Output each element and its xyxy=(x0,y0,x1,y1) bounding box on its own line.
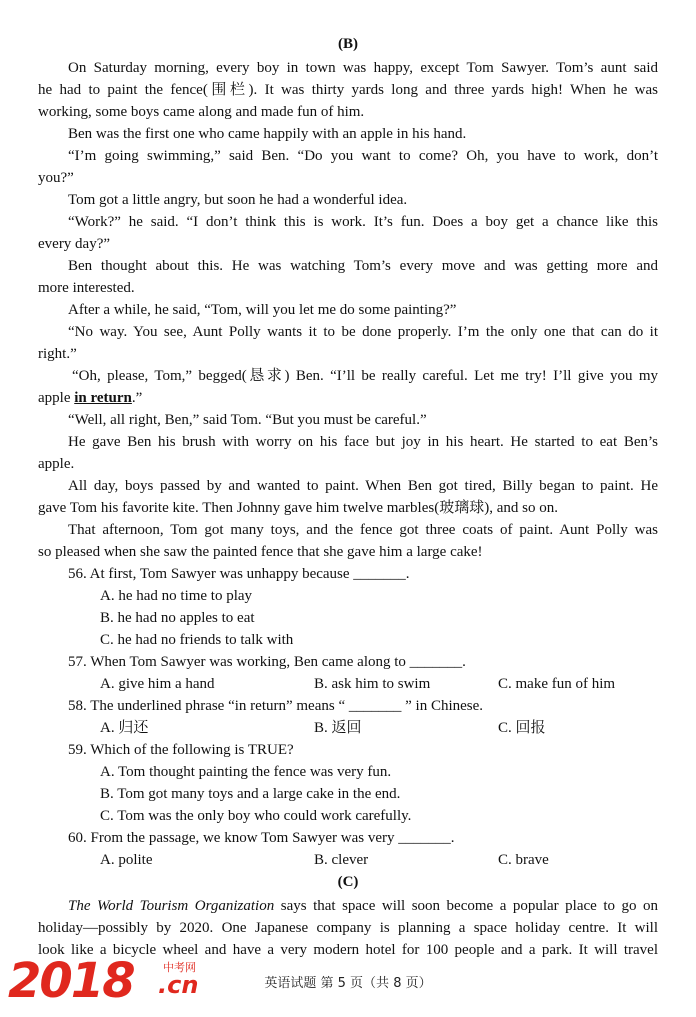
option-a: A. 归还 xyxy=(100,720,149,736)
text-run: apple xyxy=(38,390,75,406)
option-b: B. he had no apples to eat xyxy=(100,610,255,626)
passage-line: you?” xyxy=(38,170,74,186)
passage-line xyxy=(68,896,658,916)
passage-line: Ben thought about this. He was watching Tom’s every move and was getting more and xyxy=(68,258,658,274)
passage-line: every day?” xyxy=(38,236,111,252)
question-stem: 56. At first, Tom Sawyer was unhappy because _______. xyxy=(68,566,410,582)
passage-line: On Saturday morning, every boy in town was happy, except Tom Sawyer. Tom’s aunt said xyxy=(68,60,658,76)
passage-line: he had to paint the fence(围栏). It was thirty yards long and three yards high! When he was xyxy=(38,82,658,98)
passage-line: “Well, all right, Ben,” said Tom. “But you must be careful.” xyxy=(68,412,427,428)
passage-line: “Oh, please, Tom,” begged(恳求) Ben. “I’ll be really careful. Let me try! I’ll give you my xyxy=(72,368,658,384)
passage-line: look like a bicycle wheel and have a very modern hotel for 100 people and a park. It will travel xyxy=(38,942,658,958)
text-run: says that space will soon become a popular place to go on xyxy=(274,898,658,914)
option-c: C. make fun of him xyxy=(498,676,616,692)
option-a: A. Tom thought painting the fence was very fun. xyxy=(100,764,392,780)
question-stem: 59. Which of the following is TRUE? xyxy=(68,742,294,758)
passage-line: working, some boys came along and made fun of him. xyxy=(38,104,365,120)
page-footer: 英语试题 第 5 页（共 8 页） xyxy=(264,976,432,991)
option-c: C. 回报 xyxy=(498,720,546,736)
passage-line: That afternoon, Tom got many toys, and the fence got three coats of paint. Aunt Polly was xyxy=(68,522,658,538)
underlined-phrase: in return xyxy=(74,390,132,406)
passage-line: All day, boys passed by and wanted to paint. When Ben got tired, Billy began to paint. He xyxy=(68,478,658,494)
section-c-title: (C) xyxy=(337,874,359,890)
passage-line: Tom got a little angry, but soon he had a wonderful idea. xyxy=(68,192,408,208)
question-stem: 57. When Tom Sawyer was working, Ben came along to _______. xyxy=(68,654,466,670)
option-b: B. 返回 xyxy=(314,720,362,736)
option-a: A. he had no time to play xyxy=(100,588,253,604)
passage-line: more interested. xyxy=(38,280,135,296)
option-c: C. he had no friends to talk with xyxy=(100,632,294,648)
logo-number: 2018 xyxy=(8,953,134,1009)
passage-line: “No way. You see, Aunt Polly wants it to be done properly. I’m the only one that can do it xyxy=(68,324,658,340)
option-b: B. ask him to swim xyxy=(314,676,431,692)
passage-line: He gave Ben his brush with worry on his face but joy in his heart. He started to eat Ben’s xyxy=(68,434,658,450)
passage-line: apple. xyxy=(38,456,75,472)
passage-line: so pleased when she saw the painted fence that she gave him a large cake! xyxy=(38,544,483,560)
logo-tag: 中考网 xyxy=(163,961,196,974)
passage-line xyxy=(38,388,142,408)
italic-lead: The World Tourism Organization xyxy=(68,898,275,914)
question-stem: 60. From the passage, we know Tom Sawyer was very _______. xyxy=(68,830,455,846)
option-c: C. Tom was the only boy who could work carefully. xyxy=(100,808,412,824)
option-c: C. brave xyxy=(498,852,549,868)
passage-line: holiday—possibly by 2020. One Japanese company is planning a space holiday centre. It will xyxy=(38,920,658,936)
section-b-title: (B) xyxy=(338,36,358,52)
passage-line: “Work?” he said. “I don’t think this is work. It’s fun. Does a boy get a chance like this xyxy=(68,214,658,230)
question-stem: 58. The underlined phrase “in return” means “ _______ ” in Chinese. xyxy=(68,698,484,714)
option-b: B. clever xyxy=(314,852,369,868)
text-run: .” xyxy=(131,390,143,406)
option-a: A. give him a hand xyxy=(100,676,215,692)
option-a: A. polite xyxy=(100,852,153,868)
passage-line: right.” xyxy=(38,346,77,362)
option-b: B. Tom got many toys and a large cake in the end. xyxy=(100,786,401,802)
logo-domain: .cn xyxy=(158,971,199,999)
passage-line: gave Tom his favorite kite. Then Johnny gave him twelve marbles(玻璃球), and so on. xyxy=(38,500,558,516)
passage-line: “I’m going swimming,” said Ben. “Do you want to come? Oh, you have to work, don’t xyxy=(68,148,658,164)
passage-line: After a while, he said, “Tom, will you let me do some painting?” xyxy=(68,302,457,318)
passage-line: Ben was the first one who came happily with an apple in his hand. xyxy=(68,126,467,142)
